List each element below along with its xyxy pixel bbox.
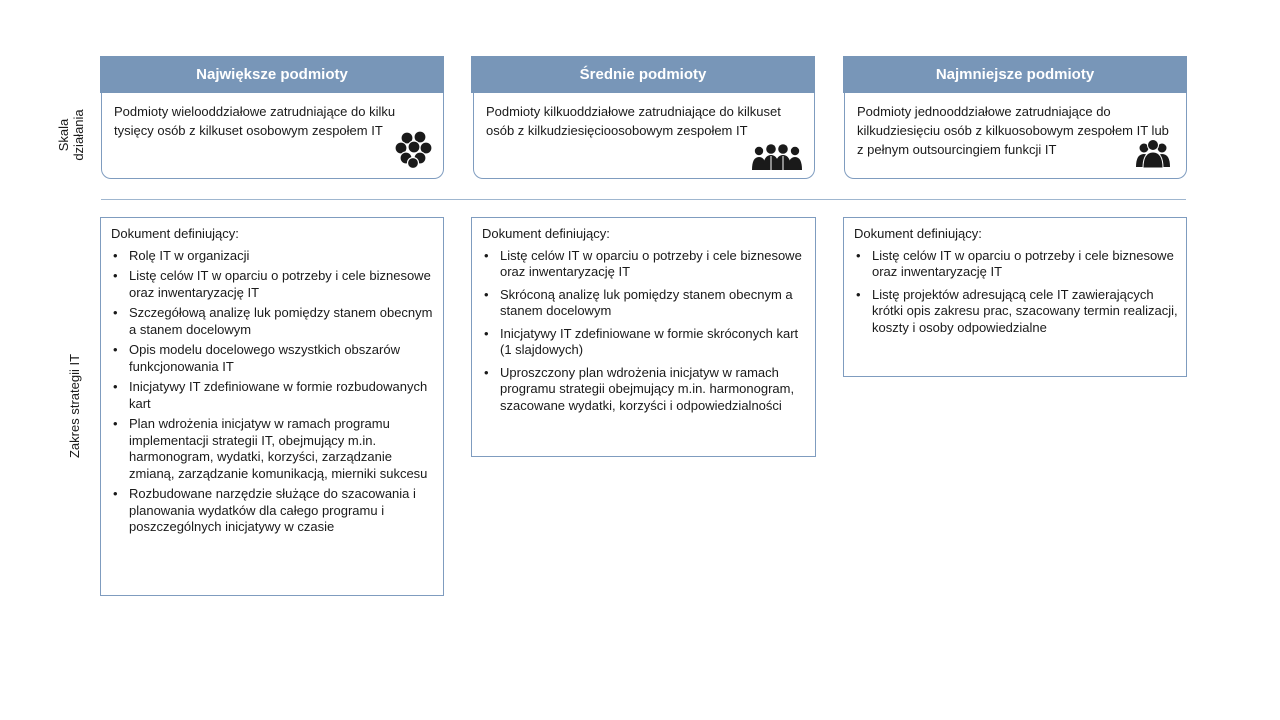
scale-description: Podmioty kilkuoddziałowe zatrudniające do kilkuset osób z kilkudziesięcioosobowym zespołem IT — [486, 104, 781, 138]
column-header-smallest: Najmniejsze podmioty — [843, 56, 1187, 93]
scale-description: Podmioty wielooddziałowe zatrudniające do kilku tysięcy osób z kilkuset osobowym zespołem IT — [114, 104, 396, 138]
list-item: • Inicjatywy IT zdefiniowane w formie rozbudowanych kart — [129, 379, 437, 412]
scope-intro: Dokument definiujący: — [482, 226, 610, 241]
list-item: • Inicjatywy IT zdefiniowane w formie skróconych kart (1 slajdowych) — [500, 326, 809, 359]
small-team-icon — [1136, 139, 1170, 174]
scope-box-medium — [471, 217, 816, 457]
list-item: • Skróconą analizę luk pomiędzy stanem obecnym a stanem docelowym — [500, 287, 809, 320]
list-item: • Szczegółową analizę luk pomiędzy stanem obecnym a stanem docelowym — [129, 305, 437, 338]
scope-list — [482, 248, 809, 415]
list-item: • Listę celów IT w oparciu o potrzeby i cele biznesowe oraz inwentaryzację IT — [129, 268, 437, 301]
scope-intro: Dokument definiujący: — [111, 226, 239, 241]
list-item: • Opis modelu docelowego wszystkich obszarów funkcjonowania IT — [129, 342, 437, 375]
list-item: • Listę celów IT w oparciu o potrzeby i cele biznesowe oraz inwentaryzację IT — [872, 248, 1180, 281]
list-item: • Listę projektów adresującą cele IT zawierających krótki opis zakresu prac, szacowany termin realizacji, koszty i osoby odpowiedzialne — [872, 287, 1180, 337]
scale-box-largest — [101, 93, 444, 179]
scale-box-smallest — [844, 93, 1187, 179]
scope-box-smallest — [843, 217, 1187, 377]
column-header-largest: Największe podmioty — [100, 56, 444, 93]
list-item: • Rozbudowane narzędzie służące do szacowania i planowania wydatków dla całego programu i poszczególnych inicjatywy w czasie — [129, 486, 437, 536]
scope-intro: Dokument definiujący: — [854, 226, 982, 241]
column-header-medium: Średnie podmioty — [471, 56, 815, 93]
scale-label: Skala działania — [56, 109, 86, 161]
list-item: • Plan wdrożenia inicjatyw w ramach programu implementacji strategii IT, obejmujący m.in. harmonogram, wydatki, korzyści, zarządzanie zmianą, zarządzanie komunikacją, mierniki sukcesu — [129, 416, 437, 482]
crowd-icon — [395, 129, 433, 174]
list-item: • Uproszczony plan wdrożenia inicjatyw w ramach programu strategii obejmujący m.in. harmonogram, szacowane wydatki, korzyści i odpowiedzialności — [500, 365, 809, 415]
group-icon — [752, 143, 802, 176]
scope-box-largest — [100, 217, 444, 596]
scale-box-medium — [473, 93, 815, 179]
scope-list — [111, 248, 437, 536]
section-divider — [101, 199, 1186, 200]
scale-description: Podmioty jednooddziałowe zatrudniające do kilkudziesięciu osób z kilkuosobowym zespołem IT lub z pełnym outsourcingiem funkcji IT — [857, 104, 1169, 157]
list-item: • Rolę IT w organizacji — [129, 248, 437, 265]
list-item: • Listę celów IT w oparciu o potrzeby i cele biznesowe oraz inwentaryzację IT — [500, 248, 809, 281]
scope-label: Zakres strategii IT — [67, 353, 82, 459]
scope-list — [854, 248, 1180, 337]
